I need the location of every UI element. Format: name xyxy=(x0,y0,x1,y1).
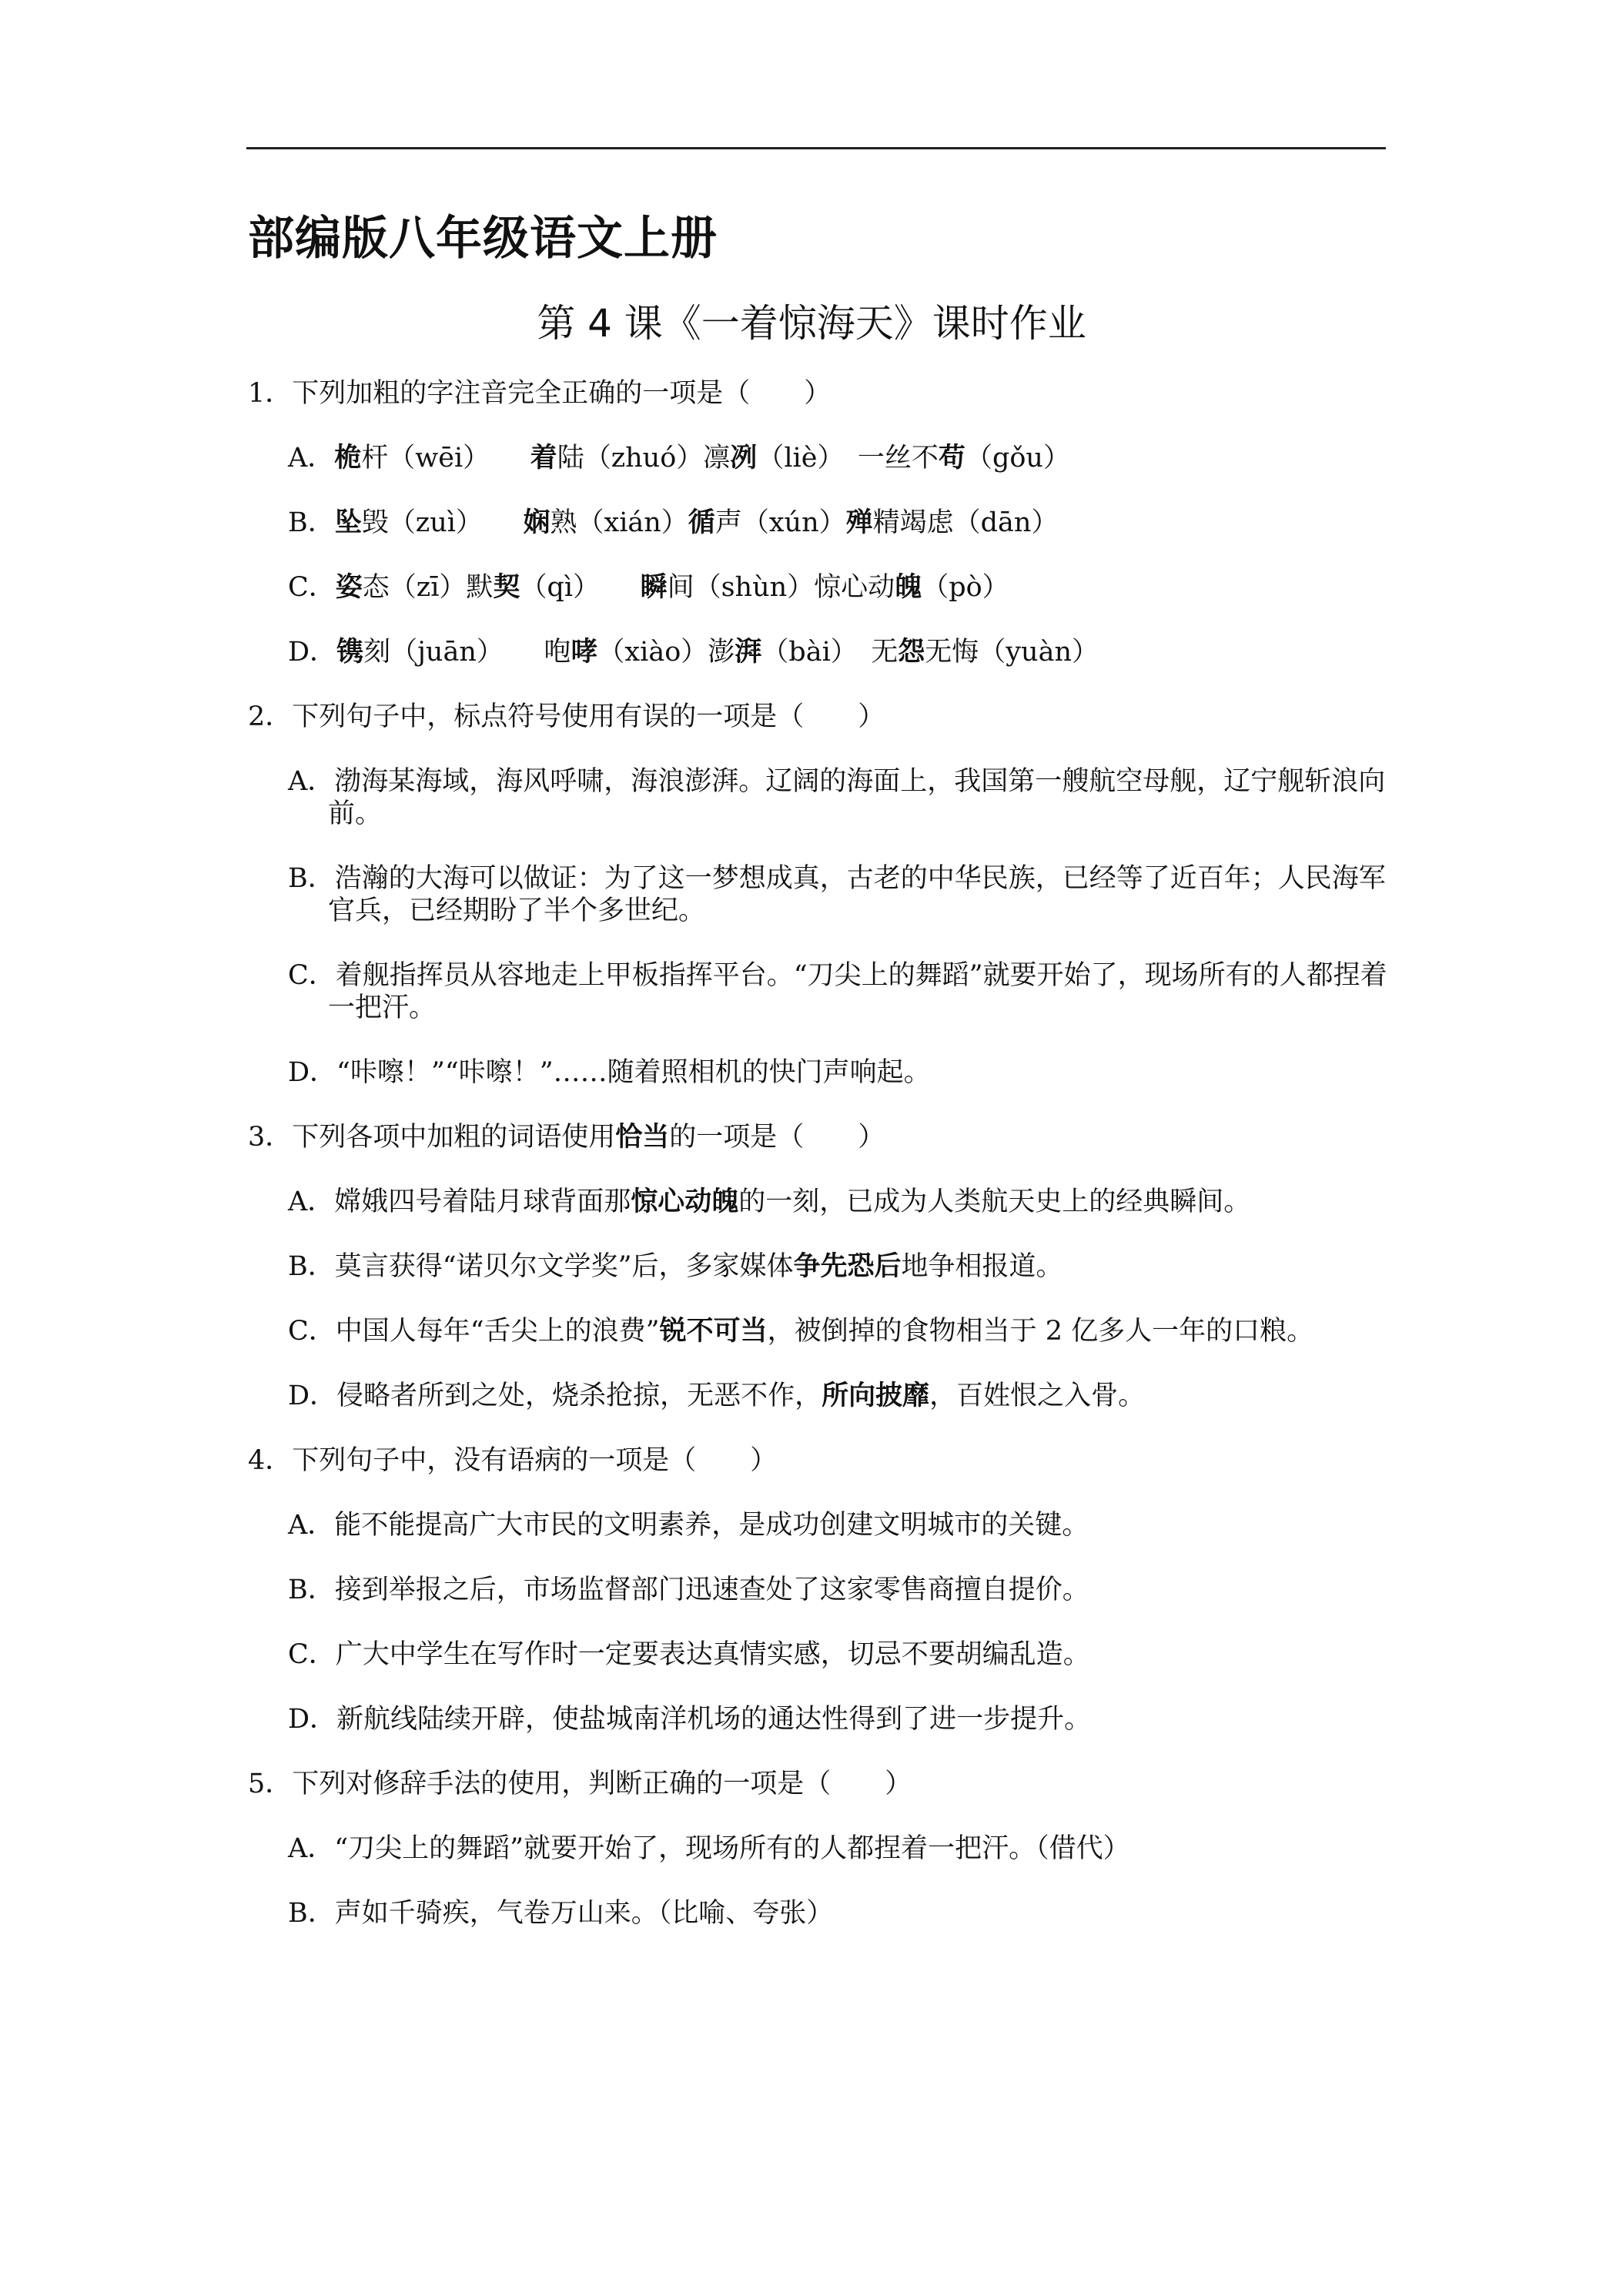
bold-text: 循 xyxy=(688,507,715,538)
text-run: C．中国人每年“舌尖上的浪费” xyxy=(288,1316,660,1347)
bold-text: 恰当 xyxy=(615,1121,670,1153)
bold-text: 冽 xyxy=(730,442,758,474)
text-run: 的一刻，已成为人类航天史上的经典瞬间。 xyxy=(738,1186,1251,1217)
text-run: 无悔（yuàn） xyxy=(925,637,1099,668)
text-run: 声（xún） xyxy=(714,507,846,538)
text-run: （liè） 一丝不 xyxy=(757,443,939,474)
question-stem xyxy=(248,377,1387,410)
text-run: （bài） 无 xyxy=(761,637,899,668)
question-stem xyxy=(248,1444,1387,1477)
text-run: 精竭虑（dān） xyxy=(872,507,1059,538)
text-run: A．渤海某海域，海风呼啸，海浪澎湃。辽阔的海面上，我国第一艘航空母舰，辽宁舰斩浪向前。 xyxy=(288,766,1386,829)
bold-text: 着 xyxy=(530,442,557,474)
text-run: C． xyxy=(288,572,336,603)
text-run: 的一项是（ ） xyxy=(669,1122,885,1153)
question-4 xyxy=(248,1444,1387,1735)
text-run: （gǒu） xyxy=(965,443,1070,474)
bold-text: 契 xyxy=(493,571,520,603)
bold-text: 锐不可当 xyxy=(659,1315,768,1347)
option-d xyxy=(248,1056,1387,1089)
text-run: A．“刀尖上的舞蹈”就要开始了，现场所有的人都捏着一把汗。（借代） xyxy=(288,1833,1130,1864)
text-run: 态（zī）默 xyxy=(362,572,494,603)
question-stem xyxy=(248,1768,1387,1800)
option-b xyxy=(248,1897,1387,1930)
text-run: C．广大中学生在写作时一定要表达真情实感，切忌不要胡编乱造。 xyxy=(288,1639,1090,1670)
text-run: 4．下列句子中，没有语病的一项是（ ） xyxy=(248,1445,778,1476)
question-2 xyxy=(248,701,1387,1089)
text-run: 间（shùn）惊心动 xyxy=(667,572,895,603)
text-run: 毁（zuì） xyxy=(361,507,524,538)
option-a xyxy=(248,1832,1387,1865)
text-run: D． xyxy=(288,637,337,668)
option-c xyxy=(248,1638,1387,1671)
option-b xyxy=(248,507,1387,539)
option-b xyxy=(248,1250,1387,1283)
option-c xyxy=(248,571,1387,604)
text-run: 2．下列句子中，标点符号使用有误的一项是（ ） xyxy=(248,701,885,732)
option-a xyxy=(248,765,1387,830)
text-run: B．接到举报之后，市场监督部门迅速查处了这家零售商擅自提价。 xyxy=(288,1575,1089,1605)
text-run: ，被倒掉的食物相当于 2 亿多人一年的口粮。 xyxy=(767,1316,1314,1347)
text-run: 1．下列加粗的字注音完全正确的一项是（ ） xyxy=(248,378,832,409)
question-stem xyxy=(248,1121,1387,1153)
bold-text: 苟 xyxy=(938,442,965,474)
text-run: 5．下列对修辞手法的使用，判断正确的一项是（ ） xyxy=(248,1769,912,1799)
bold-text: 惊心动魄 xyxy=(631,1186,739,1217)
option-d xyxy=(248,1380,1387,1412)
text-run: （pò） xyxy=(922,572,1009,603)
text-run: 杆（wēi） xyxy=(361,443,530,474)
bold-text: 所向披靡 xyxy=(822,1380,930,1411)
text-run: 地争相报道。 xyxy=(901,1251,1063,1282)
bold-text: 瞬 xyxy=(640,571,668,603)
option-a xyxy=(248,1509,1387,1541)
text-run: C．着舰指挥员从容地走上甲板指挥平台。“刀尖上的舞蹈”就要开始了，现场所有的人都捏着一把汗。 xyxy=(288,960,1387,1023)
text-run: D．“咔嚓！”“咔嚓！”……随着照相机的快门声响起。 xyxy=(288,1057,931,1088)
option-a xyxy=(248,1186,1387,1218)
option-d xyxy=(248,1703,1387,1735)
text-run: B．莫言获得“诺贝尔文学奖”后，多家媒体 xyxy=(288,1251,794,1282)
text-run: B． xyxy=(288,507,335,538)
bold-text: 殚 xyxy=(845,507,873,538)
question-1 xyxy=(248,377,1387,668)
bold-text: 湃 xyxy=(735,636,762,668)
lesson-title: 第 4 课《一着惊海天》课时作业 xyxy=(537,301,1086,346)
header-rule xyxy=(246,147,1386,149)
text-run: （qì） xyxy=(520,572,641,603)
option-c xyxy=(248,959,1387,1024)
bold-text: 坠 xyxy=(334,507,362,538)
bold-text: 娴 xyxy=(523,507,550,538)
text-run: A．嫦娥四号着陆月球背面那 xyxy=(288,1186,631,1217)
text-run: 陆（zhuó）凛 xyxy=(557,443,731,474)
question-5 xyxy=(248,1768,1387,1930)
text-run: （xiào）澎 xyxy=(597,637,735,668)
question-list xyxy=(248,377,1387,1962)
text-run: D．侵略者所到之处，烧杀抢掠，无恶不作， xyxy=(288,1381,822,1411)
option-a xyxy=(248,442,1387,474)
text-run: 熟（xián） xyxy=(550,507,688,538)
bold-text: 哮 xyxy=(571,636,598,668)
text-run: D．新航线陆续开辟，使盐城南洋机场的通达性得到了进一步提升。 xyxy=(288,1704,1092,1735)
bold-text: 争先恐后 xyxy=(793,1250,902,1282)
bold-text: 姿 xyxy=(335,571,363,603)
text-run: A． xyxy=(288,443,335,474)
bold-text: 桅 xyxy=(334,442,362,474)
bold-text: 怨 xyxy=(898,636,925,668)
document-title: 部编版八年级语文上册 xyxy=(248,212,718,266)
option-d xyxy=(248,636,1387,668)
option-b xyxy=(248,862,1387,927)
text-run: 刻（juān） 咆 xyxy=(363,637,571,668)
text-run: ，百姓恨之入骨。 xyxy=(929,1381,1146,1411)
question-stem xyxy=(248,701,1387,733)
text-run: 3．下列各项中加粗的词语使用 xyxy=(248,1122,616,1153)
question-3 xyxy=(248,1121,1387,1412)
text-run: B．声如千骑疾，气卷万山来。（比喻、夸张） xyxy=(288,1898,834,1929)
option-b xyxy=(248,1574,1387,1606)
bold-text: 镌 xyxy=(336,636,364,668)
text-run: A．能不能提高广大市民的文明素养，是成功创建文明城市的关键。 xyxy=(288,1510,1089,1541)
option-c xyxy=(248,1315,1387,1347)
bold-text: 魄 xyxy=(895,571,922,603)
text-run: B．浩瀚的大海可以做证：为了这一梦想成真，古老的中华民族，已经等了近百年；人民海军官兵，已经期盼了半个多世纪。 xyxy=(288,863,1386,926)
